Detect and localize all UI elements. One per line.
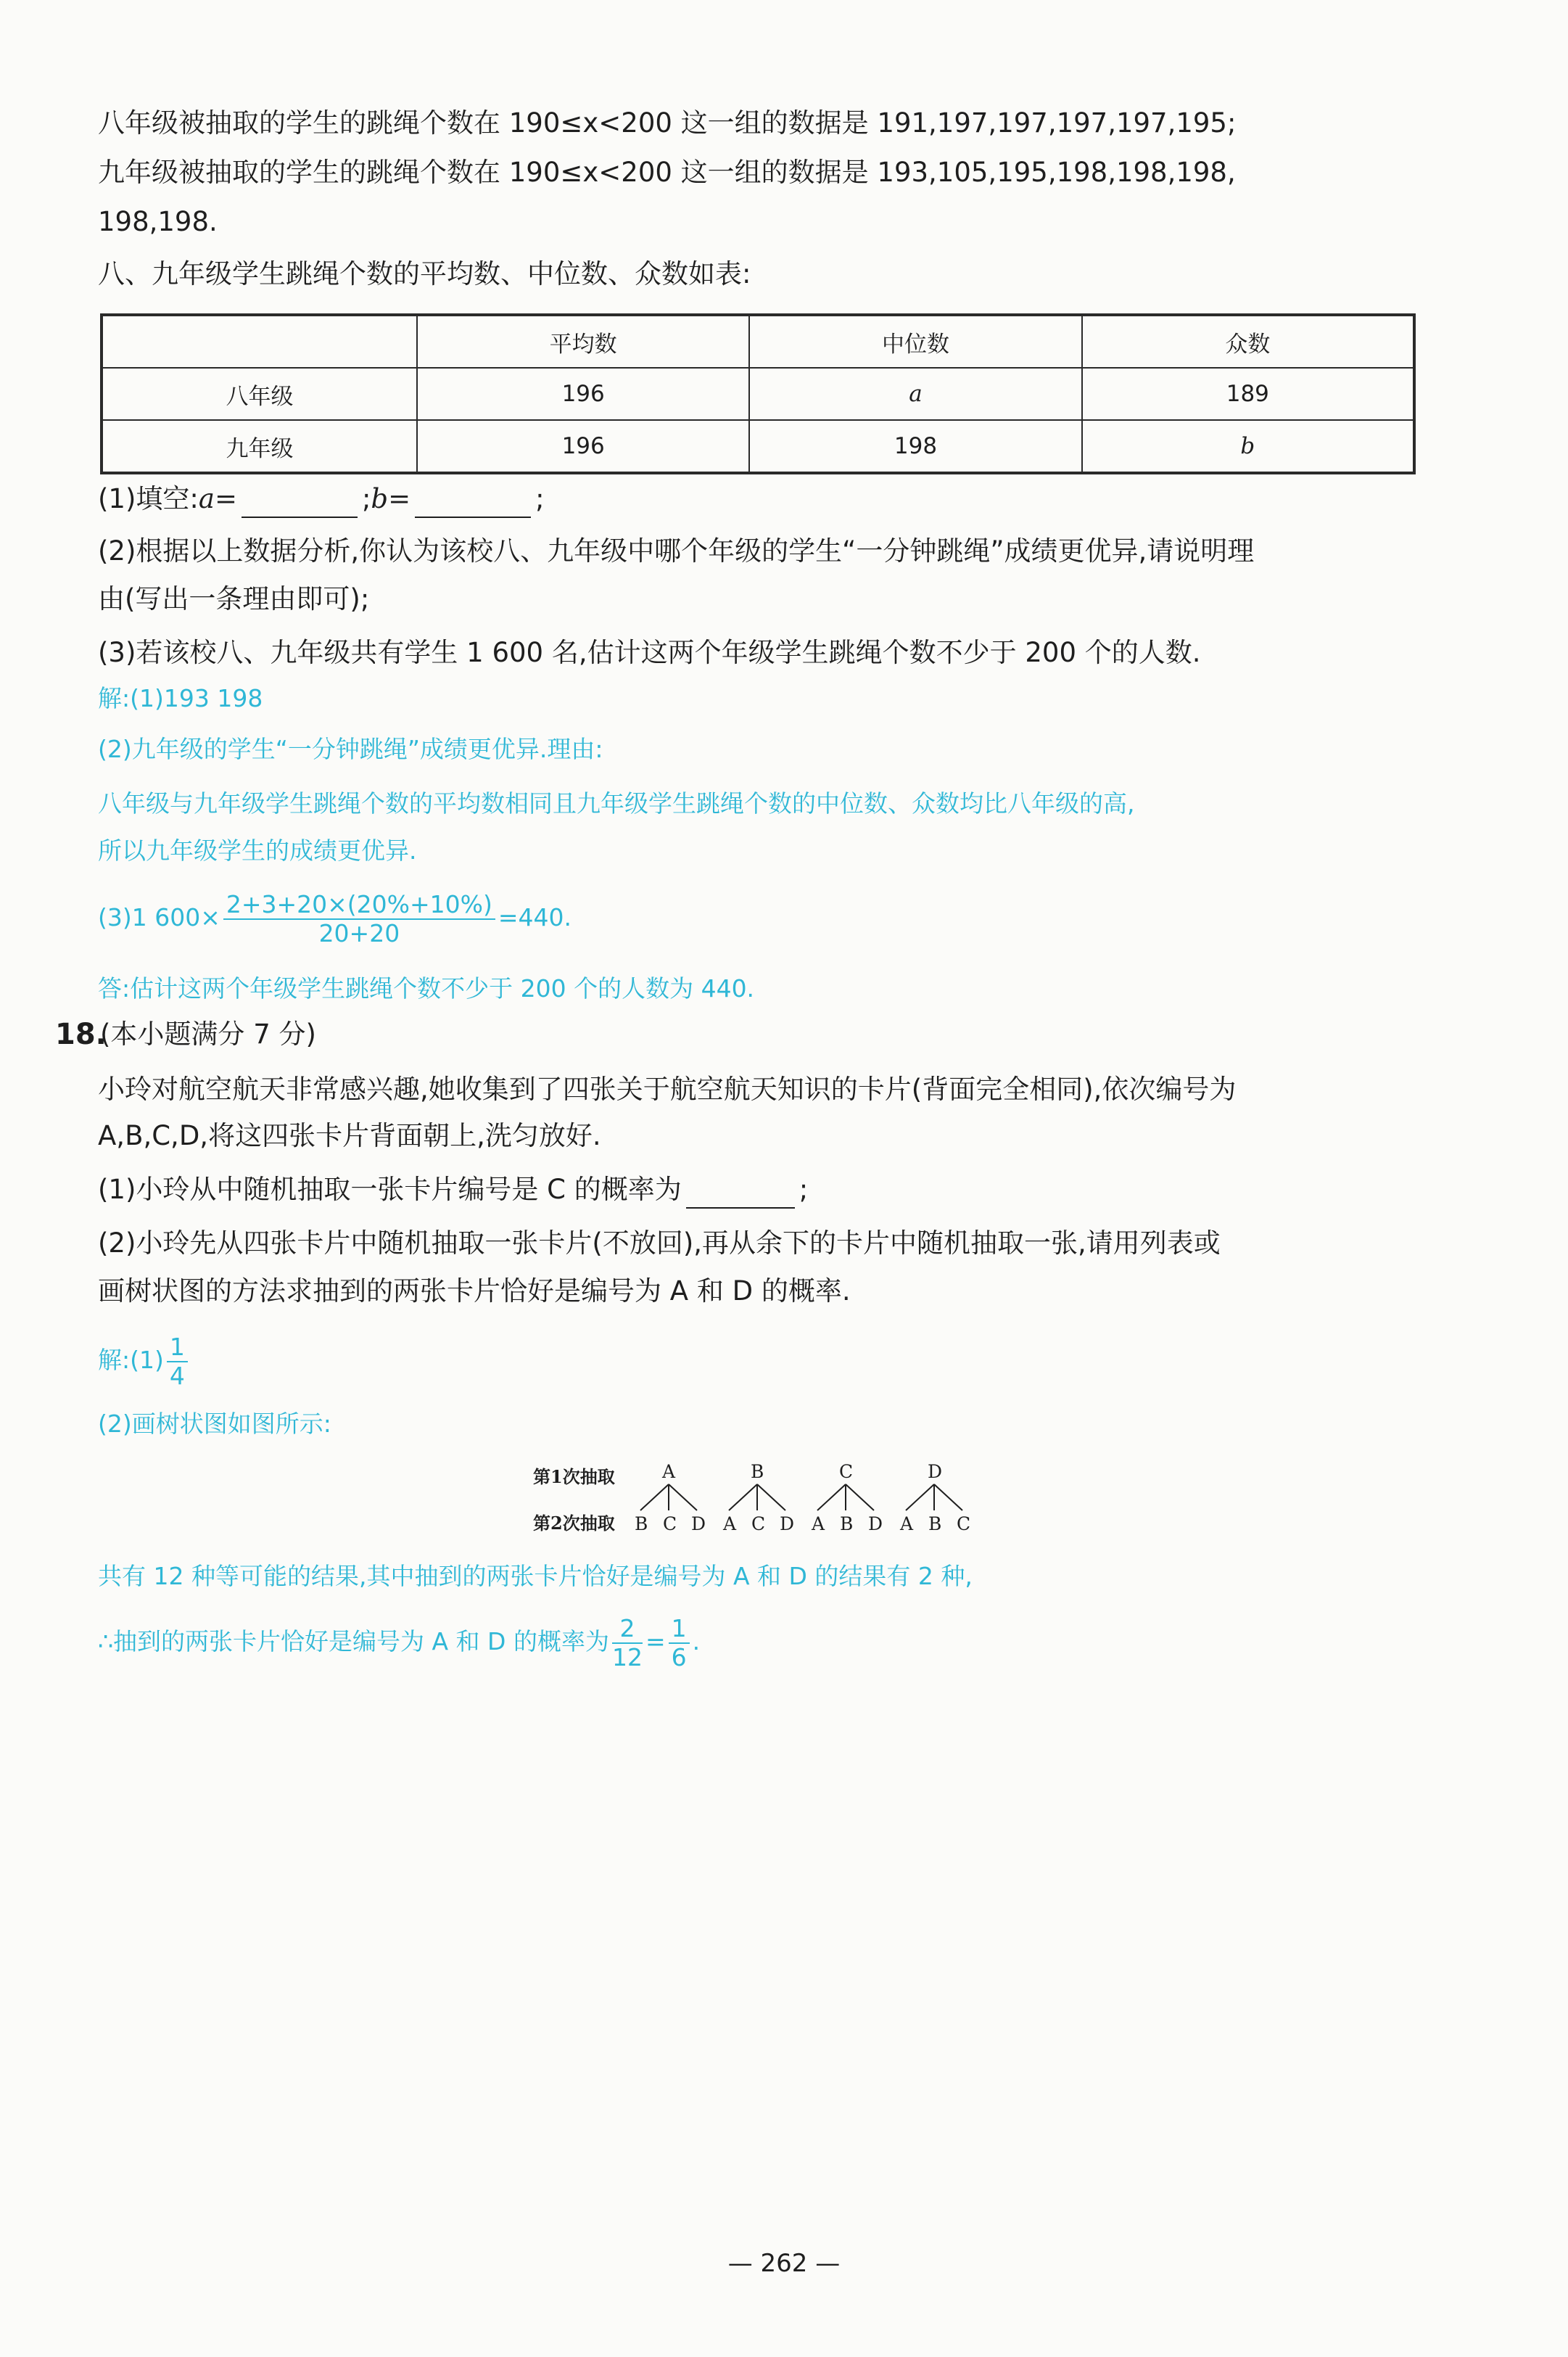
q17-part1 bbox=[98, 480, 545, 518]
tree-node-first: D bbox=[928, 1461, 943, 1482]
q17-part2-line1: (2)根据以上数据分析,你认为该校八、九年级中哪个年级的学生“一分钟跳绳”成绩更优异,请说明理 bbox=[98, 535, 1255, 567]
tree-branch bbox=[729, 1484, 785, 1510]
q18-line2: A,B,C,D,将这四张卡片背面朝上,洗匀放好. bbox=[98, 1120, 601, 1151]
tree-branch bbox=[640, 1484, 697, 1510]
table-header-cell bbox=[102, 315, 417, 368]
fraction-numerator: 1 bbox=[167, 1333, 188, 1362]
tree-first-label: 第1次抽取 bbox=[533, 1466, 615, 1487]
q18-title: (本小题满分 7 分) bbox=[100, 1019, 316, 1050]
table-cell: 196 bbox=[417, 368, 749, 420]
sol17-answer: 答:估计这两个年级学生跳绳个数不少于 200 个的人数为 440. bbox=[98, 974, 755, 1003]
fraction-numerator: 1 bbox=[669, 1615, 690, 1644]
sol17-line5 bbox=[98, 885, 572, 950]
question-number: 18. bbox=[55, 1018, 107, 1051]
stats-table bbox=[100, 313, 1416, 474]
table-row bbox=[102, 368, 1414, 420]
q18-line1: 小玲对航空航天非常感兴趣,她收集到了四张关于航空航天知识的卡片(背面完全相同),依次编号为 bbox=[98, 1074, 1237, 1105]
sol17-line4: 所以九年级学生的成绩更优异. bbox=[98, 836, 417, 865]
q17-semicolon: ; bbox=[361, 483, 371, 514]
tree-node-first: B bbox=[751, 1461, 764, 1482]
intro-line-1: 八年级被抽取的学生的跳绳个数在 190≤x<200 这一组的数据是 191,197,197,197,197,195; bbox=[98, 107, 1237, 139]
q17-part3: (3)若该校八、九年级共有学生 1 600 名,估计这两个年级学生跳绳个数不少于 200 个的人数. bbox=[98, 637, 1201, 668]
sol18-end: . bbox=[692, 1627, 701, 1655]
fraction-numerator: 2+3+20×(20%+10%) bbox=[223, 891, 495, 920]
table-cell: 196 bbox=[417, 420, 749, 473]
answer-blank bbox=[242, 490, 358, 518]
q18-part1-text: (1)小玲从中随机抽取一张卡片编号是 C 的概率为 bbox=[98, 1174, 682, 1205]
fraction-denominator: 20+20 bbox=[318, 918, 400, 947]
table-cell: 九年级 bbox=[102, 420, 417, 473]
sol18-line3: 共有 12 种等可能的结果,其中抽到的两张卡片恰好是编号为 A 和 D 的结果有 2 种, bbox=[98, 1562, 973, 1590]
tree-branch bbox=[817, 1484, 874, 1510]
tree-node-first: C bbox=[839, 1461, 854, 1482]
table-cell: a bbox=[749, 368, 1081, 420]
tree-branch bbox=[906, 1484, 962, 1510]
fraction-denominator: 6 bbox=[671, 1642, 687, 1671]
sol18-line1 bbox=[98, 1328, 191, 1393]
intro-line-3: 198,198. bbox=[98, 206, 218, 237]
sol18-line4 bbox=[98, 1609, 700, 1674]
table-header-cell: 平均数 bbox=[417, 315, 749, 368]
tree-node-second: A bbox=[812, 1513, 825, 1534]
q18-part2-line2: 画树状图的方法求抽到的两张卡片恰好是编号为 A 和 D 的概率. bbox=[98, 1275, 851, 1307]
fraction-numerator: 2 bbox=[612, 1615, 643, 1644]
sol17-calc-prefix: (3)1 600× bbox=[98, 903, 220, 931]
q17-semicolon: ; bbox=[535, 483, 545, 514]
sol18-fraction bbox=[167, 1333, 188, 1390]
sol18-prefix: 解:(1) bbox=[98, 1346, 164, 1374]
q18-part2-line1: (2)小玲先从四张卡片中随机抽取一张卡片(不放回),再从余下的卡片中随机抽取一张,请用列表或 bbox=[98, 1227, 1221, 1259]
intro-line-4: 八、九年级学生跳绳个数的平均数、中位数、众数如表: bbox=[98, 258, 751, 289]
sol17-line2: (2)九年级的学生“一分钟跳绳”成绩更优异.理由: bbox=[98, 735, 603, 763]
tree-node-second: D bbox=[868, 1513, 883, 1534]
sol18-line2: (2)画树状图如图所示: bbox=[98, 1410, 331, 1438]
table-cell: 198 bbox=[749, 420, 1081, 473]
tree-node-second: A bbox=[723, 1513, 737, 1534]
table-row bbox=[102, 420, 1414, 473]
tree-node-second: D bbox=[780, 1513, 795, 1534]
q18-part1-end: ; bbox=[799, 1174, 809, 1205]
fraction-denominator: 4 bbox=[169, 1361, 185, 1390]
table-header-cell: 中位数 bbox=[749, 315, 1081, 368]
tree-node-second: B bbox=[840, 1513, 854, 1534]
q17-a-label: a= bbox=[198, 483, 237, 514]
tree-node-first: A bbox=[662, 1461, 676, 1482]
sol17-calc-result: =440. bbox=[498, 903, 572, 931]
answer-blank bbox=[415, 490, 531, 518]
table-cell: b bbox=[1082, 420, 1414, 473]
page-number: — 262 — bbox=[727, 2249, 841, 2278]
sol17-fraction bbox=[223, 891, 495, 947]
sol18-fraction bbox=[669, 1615, 690, 1671]
tree-diagram bbox=[533, 1458, 997, 1545]
equals-sign: = bbox=[645, 1627, 666, 1655]
q17-part2-line2: 由(写出一条理由即可); bbox=[98, 583, 370, 614]
tree-node-second: C bbox=[663, 1513, 677, 1534]
tree-node-second: B bbox=[635, 1513, 648, 1534]
sol18-fraction bbox=[612, 1615, 643, 1671]
sol18-conclusion: ∴抽到的两张卡片恰好是编号为 A 和 D 的概率为 bbox=[98, 1627, 609, 1655]
table-header-row bbox=[102, 315, 1414, 368]
table-cell: 189 bbox=[1082, 368, 1414, 420]
answer-blank bbox=[686, 1181, 795, 1209]
intro-line-2: 九年级被抽取的学生的跳绳个数在 190≤x<200 这一组的数据是 193,105,195,198,198,198, bbox=[98, 157, 1236, 188]
table-cell: 八年级 bbox=[102, 368, 417, 420]
tree-node-second: C bbox=[957, 1513, 971, 1534]
tree-node-second: A bbox=[900, 1513, 914, 1534]
table-header-cell: 众数 bbox=[1082, 315, 1414, 368]
fraction-denominator: 12 bbox=[611, 1642, 643, 1671]
q17-part1-label: (1)填空: bbox=[98, 483, 199, 514]
q17-b-label: b= bbox=[371, 483, 411, 514]
tree-node-second: C bbox=[751, 1513, 766, 1534]
q18-part1 bbox=[98, 1171, 808, 1209]
tree-second-label: 第2次抽取 bbox=[533, 1513, 615, 1534]
sol17-line3: 八年级与九年级学生跳绳个数的平均数相同且九年级学生跳绳个数的中位数、众数均比八年级的高, bbox=[98, 789, 1135, 818]
sol17-line1: 解:(1)193 198 bbox=[98, 684, 263, 712]
tree-node-second: D bbox=[691, 1513, 706, 1534]
tree-node-second: B bbox=[928, 1513, 942, 1534]
